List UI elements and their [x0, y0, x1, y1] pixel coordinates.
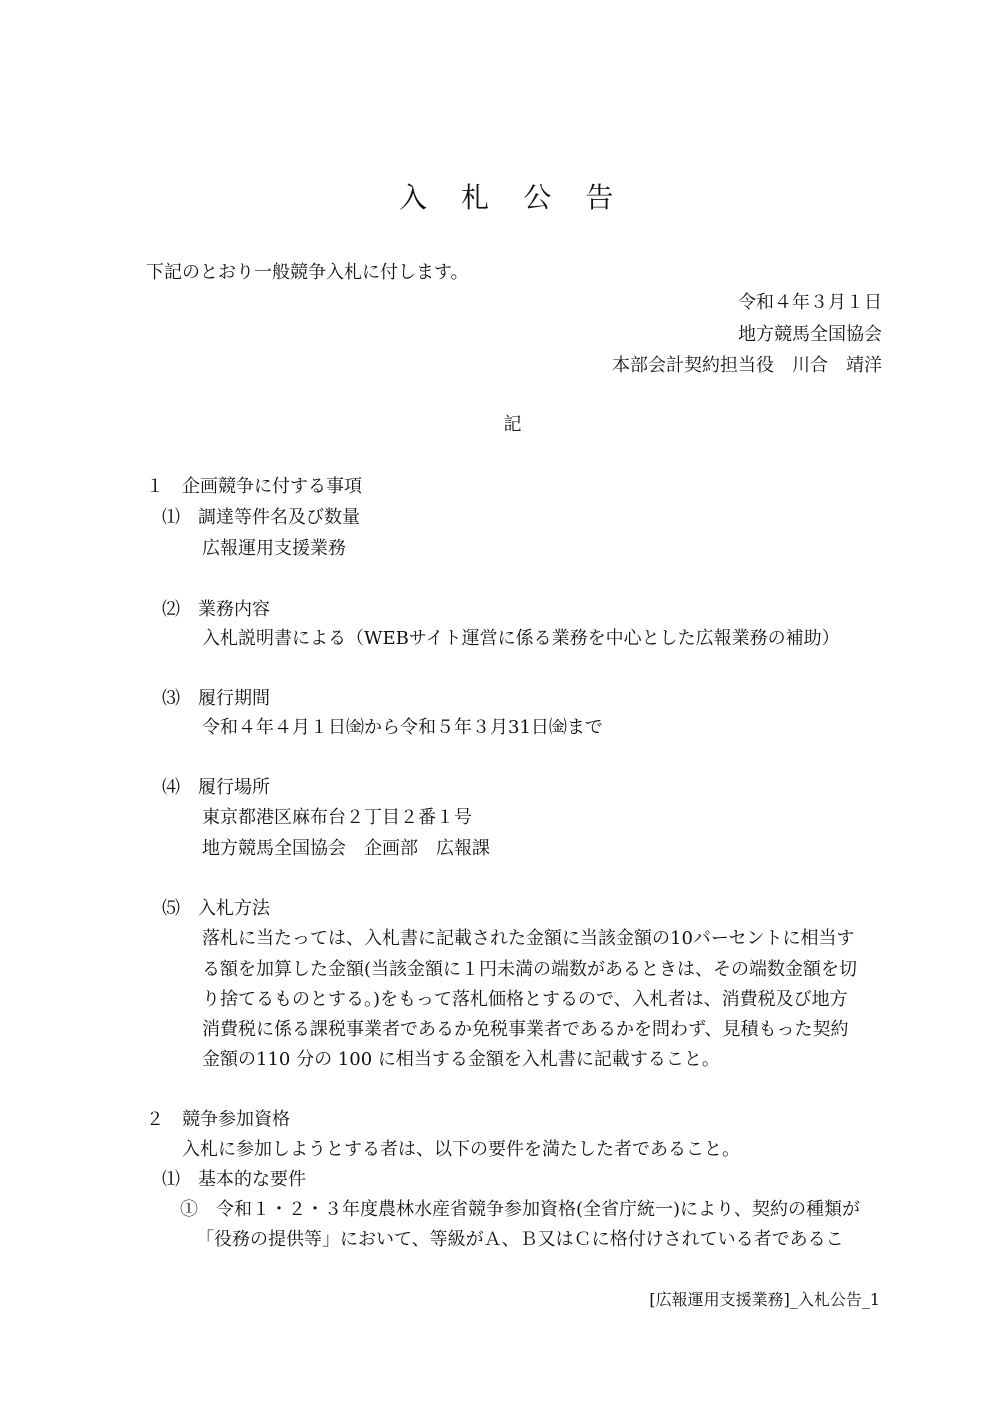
- section-2-sub-label: ⑴ 基本的な要件: [162, 1169, 306, 1190]
- page-title: 入 札 公 告: [399, 181, 626, 214]
- contract-officer: 本部会計契約担当役 川合 靖洋: [612, 355, 882, 376]
- item-4-label: ⑷ 履行場所: [162, 777, 270, 798]
- item-1-text: 広報運用支援業務: [202, 538, 346, 559]
- intro-text: 下記のとおり一般競争入札に付します。: [146, 262, 469, 283]
- ki-marker: 記: [503, 414, 522, 435]
- item-5-text-line-4: 消費税に係る課税事業者であるか免税事業者であるかを問わず、見積もった契約: [202, 1019, 849, 1040]
- item-5-text-line-5: 金額の110 分の 100 に相当する金額を入札書に記載すること。: [202, 1049, 720, 1070]
- section-2-item-1-line-2: 「役務の提供等」において、等級がＡ、Ｂ又はＣに格付けされている者であるこ: [196, 1229, 844, 1250]
- item-3-label: ⑶ 履行期間: [162, 688, 270, 709]
- item-4-text-line-1: 東京都港区麻布台２丁目２番１号: [202, 807, 472, 828]
- section-1-heading: １ 企画競争に付する事項: [146, 476, 362, 497]
- item-5-text-line-3: り捨てるものとする。)をもって落札価格とするので、入札者は、消費税及び地方: [202, 989, 848, 1010]
- page-footer: [広報運用支援業務]_入札公告_1: [649, 1290, 880, 1309]
- item-1-label: ⑴ 調達等件名及び数量: [162, 507, 360, 528]
- item-5-text-line-2: る額を加算した金額(当該金額に１円未満の端数があるときは、その端数金額を切: [202, 959, 858, 980]
- item-5-text-line-1: 落札に当たっては、入札書に記載された金額に当該金額の10パーセントに相当す: [202, 928, 855, 949]
- section-2-heading: ２ 競争参加資格: [146, 1109, 290, 1130]
- item-4-text-line-2: 地方競馬全国協会 企画部 広報課: [202, 838, 490, 859]
- section-2-item-1-line-1: ① 令和１・２・３年度農林水産省競争参加資格(全省庁統一)により、契約の種類が: [180, 1199, 861, 1220]
- notice-date: 令和４年３月１日: [738, 292, 882, 313]
- item-3-text: 令和４年４月１日㈮から令和５年３月31日㈮まで: [202, 717, 603, 738]
- section-2-lead: 入札に参加しようとする者は、以下の要件を満たした者であること。: [182, 1139, 740, 1160]
- organization-name: 地方競馬全国協会: [738, 324, 882, 345]
- item-2-text: 入札説明書による（WEBサイト運営に係る業務を中心とした広報業務の補助）: [202, 628, 840, 649]
- item-2-label: ⑵ 業務内容: [162, 599, 270, 620]
- item-5-label: ⑸ 入札方法: [162, 898, 270, 919]
